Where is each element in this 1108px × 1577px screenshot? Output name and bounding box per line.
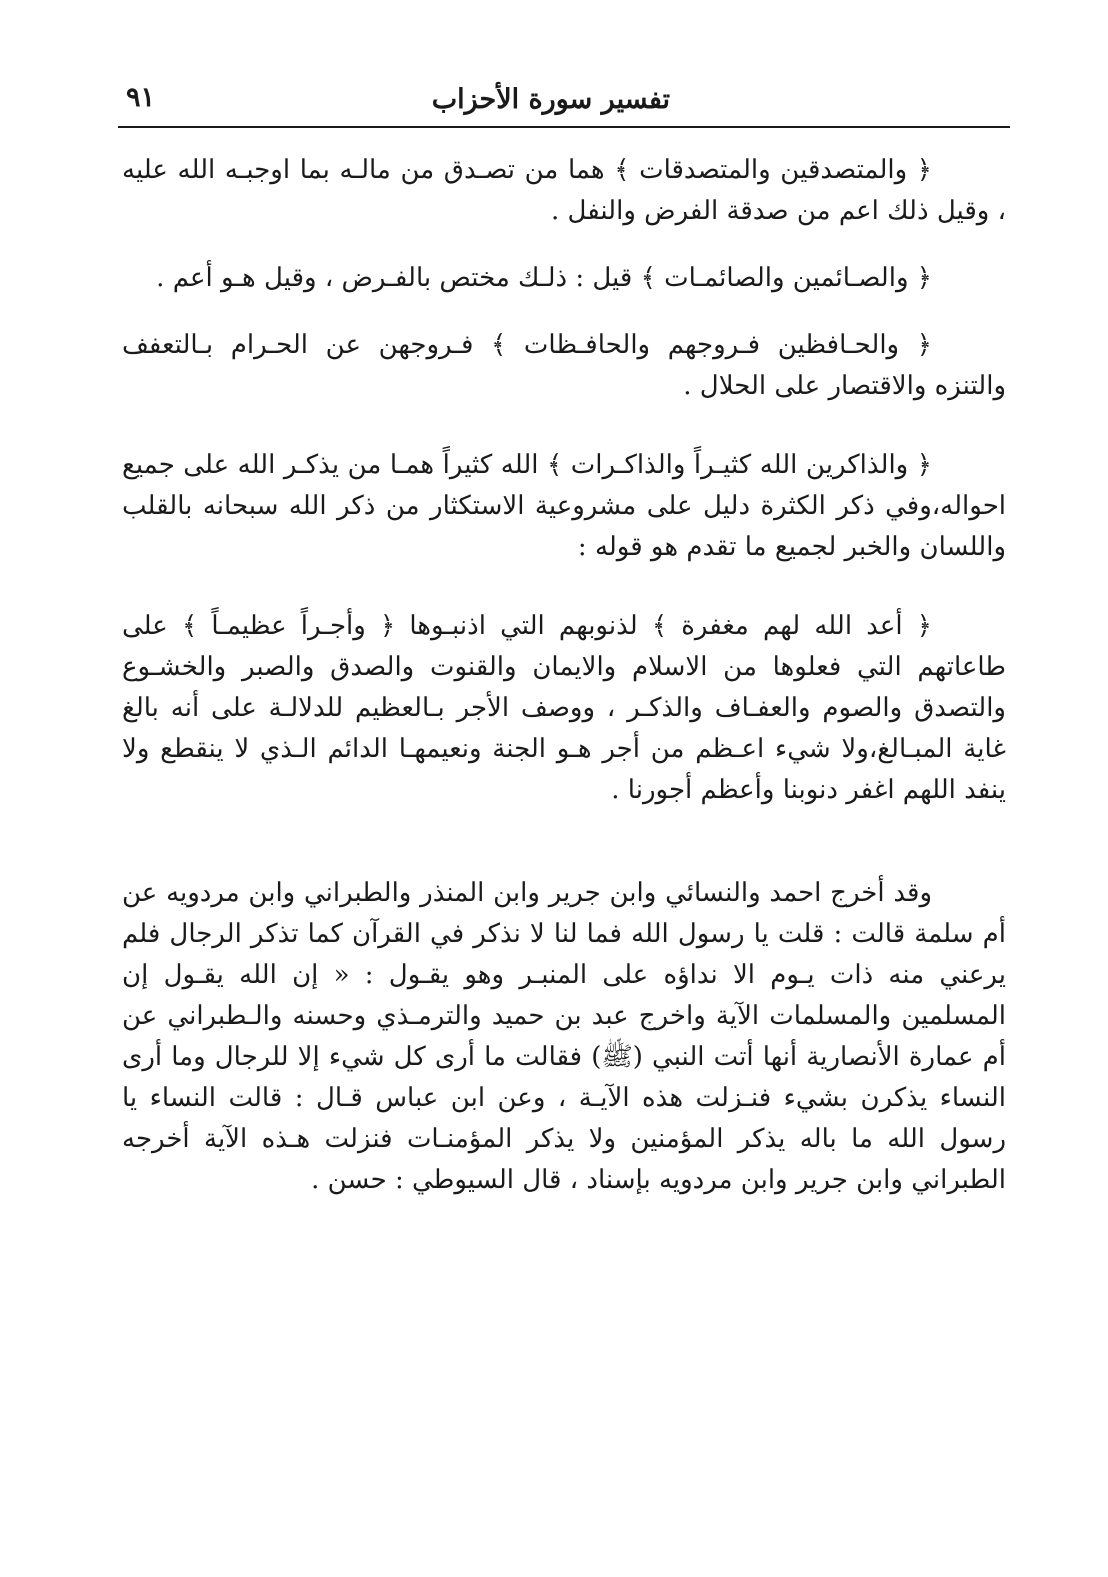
body-text bbox=[122, 150, 1006, 1201]
paragraph-aadda-allah: ﴿ أعد الله لهم مغفرة ﴾ لذنوبهم التي اذنبـوها ﴿ وأجـراً عظيمـاً ﴾ على طاعاتهم التي فعلوها من الاسلام والايمان والقنوت والصدق والصبر والخشـوع والتصدق والصوم والعفـاف والذكـر ، ووصف الأجر بـالعظيم للدلالـة على أنه بالغ غاية المبـالغ،ولا شيء اعـظم من أجر هـو الجنة ونعيمهـا الدائم الـذي لا ينقطع ولا ينفد اللهم اغفر دنوبنا وأعظم أجورنا . bbox=[122, 611, 1006, 805]
paragraph-gap bbox=[122, 232, 1006, 258]
paragraph-gap bbox=[122, 811, 1006, 873]
running-title: تفسير سورة الأحزاب bbox=[431, 84, 670, 115]
page-number: ٩١ bbox=[126, 82, 156, 113]
paragraph-aldhakirin: ﴿ والذاكرين الله كثيـراً والذاكـرات ﴾ الله كثيراً همـا من يذكـر الله على جميع احواله،وفي ذكر الكثرة دليل على مشروعية الاستكثار من ذكر الله سبحانه بالقلب واللسان والخبر لجميع ما تقدم هو قوله : bbox=[122, 450, 1006, 562]
paragraph-gap bbox=[122, 568, 1006, 606]
page-header bbox=[118, 78, 1010, 122]
header-rule bbox=[118, 126, 1010, 128]
paragraph-gap bbox=[122, 407, 1006, 445]
paragraph-almutasaddiqin: ﴿ والمتصدقين والمتصدقات ﴾ هما من تصـدق من مالـه بما اوجبـه الله عليه ، وقيل ذلك اعم من صدقة الفرض والنفل . bbox=[122, 155, 1006, 226]
paragraph-gap bbox=[122, 299, 1006, 325]
paragraph-hadith-narrations: وقد أخرج احمد والنسائي وابن جرير وابن المنذر والطبراني وابن مردويه عن أم سلمة قالت : قلت يا رسول الله فما لنا لا نذكر في القرآن كما تذكر الرجال فلم يرعني منه ذات يـوم الا نداؤه على المنبـر وهو يقـول : « إن الله يقـول إن المسلمين والمسلمات الآية واخرج عبد بن حميد والترمـذي وحسنه والـطبراني عن أم عمارة الأنصارية أنها أتت النبي (ﷺ) فقالت ما أرى كل شيء إلا للرجال وما أرى النساء يذكرن بشيء فنـزلت هذه الآيـة ، وعن ابن عباس قـال : قالت النساء يا رسول الله ما باله يذكر المؤمنين ولا يذكر المؤمنـات فنزلت هـذه الآية أخرجه الطبراني وابن جرير وابن مردويه بإسناد ، قال السيوطي : حسن . bbox=[122, 878, 1006, 1195]
paragraph-alhafizin: ﴿ والحـافظين فـروجهم والحافـظات ﴾ فـروجهن عن الحـرام بـالتعفف والتنزه والاقتصار على الحلال . bbox=[122, 330, 1006, 401]
paragraph-alsaimin: ﴿ والصـائمين والصائمـات ﴾ قيل : ذلـك مختص بالفـرض ، وقيل هـو أعم . bbox=[156, 263, 932, 293]
